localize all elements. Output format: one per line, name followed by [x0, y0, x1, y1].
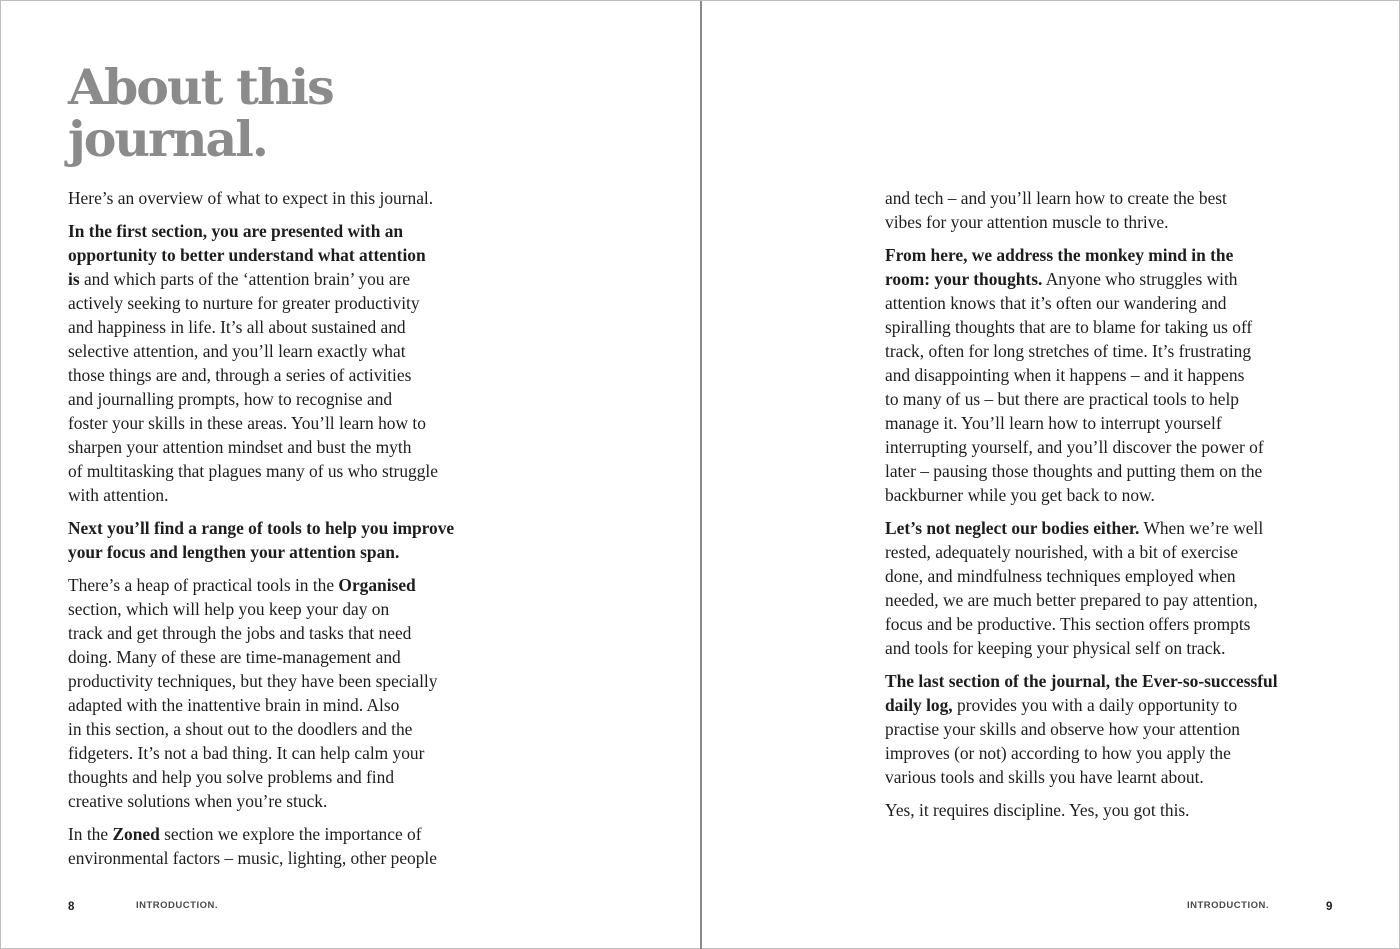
text-line: foster your skills in these areas. You’ll learn how to — [68, 413, 426, 433]
text-line: in this section, a shout out to the doodlers and the — [68, 719, 413, 739]
text-line: Yes, it requires discipline. Yes, you got this. — [885, 800, 1190, 820]
text-line: improves (or not) according to how you apply the — [885, 743, 1231, 763]
paragraph-thoughts — [885, 243, 1340, 507]
text-line: sharpen your attention mindset and bust the myth — [68, 437, 412, 457]
left-page — [1, 1, 700, 949]
text-line: and journalling prompts, how to recognise and — [68, 389, 393, 409]
text-line: and disappointing when it happens – and it happens — [885, 365, 1245, 385]
text-line: practise your skills and observe how your attention — [885, 719, 1240, 739]
bold-run: Let’s not neglect our bodies either. — [885, 518, 1140, 538]
text-line: done, and mindfulness techniques employed when — [885, 566, 1236, 586]
bold-line: From here, we address the monkey mind in the — [885, 245, 1234, 265]
text-run: provides you with a daily opportunity to — [952, 695, 1238, 715]
text-line: various tools and skills you have learnt about. — [885, 767, 1204, 787]
text-line — [885, 267, 1340, 291]
text-run: section we explore the importance of — [159, 824, 422, 844]
text-line: backburner while you get back to now. — [885, 485, 1155, 505]
paragraph-closing — [885, 798, 1340, 822]
text-line: adapted with the inattentive brain in mind. Also — [68, 695, 400, 715]
text-line: fidgeters. It’s not a bad thing. It can help calm your — [68, 743, 425, 763]
bold-line: In the first section, you are presented with an — [68, 221, 404, 241]
text-line: to many of us – but there are practical tools to help — [885, 389, 1239, 409]
text-line: environmental factors – music, lighting, other people — [68, 848, 437, 868]
text-line — [885, 516, 1340, 540]
bold-run: Zoned — [112, 824, 160, 844]
text-line: thoughts and help you solve problems and find — [68, 767, 395, 787]
bold-line: The last section of the journal, the Ever-so-successful — [885, 671, 1278, 691]
text-line — [68, 267, 508, 291]
text-line: attention knows that it’s often our wandering and — [885, 293, 1227, 313]
text-line — [68, 822, 508, 846]
text-line: and tools for keeping your physical self on track. — [885, 638, 1226, 658]
running-head: INTRODUCTION. — [1187, 900, 1269, 911]
page-number: 8 — [68, 901, 75, 913]
left-body-text — [68, 186, 508, 879]
bold-run: Organised — [338, 575, 416, 595]
paragraph-bodies — [885, 516, 1340, 660]
running-head: INTRODUCTION. — [136, 900, 218, 911]
paragraph-zoned — [68, 822, 508, 870]
text-line: actively seeking to nurture for greater productivity — [68, 293, 420, 313]
page-number: 9 — [1326, 901, 1333, 913]
title-line: About this — [68, 58, 333, 116]
text-run: When we’re well — [1139, 518, 1264, 538]
text-line: rested, adequately nourished, with a bit of exercise — [885, 542, 1239, 562]
paragraph-continued — [885, 186, 1340, 234]
text-line: interrupting yourself, and you’ll discover the power of — [885, 437, 1264, 457]
text-line: track, often for long stretches of time. It’s frustrating — [885, 341, 1252, 361]
text-line: creative solutions when you’re stuck. — [68, 791, 328, 811]
bold-line: your focus and lengthen your attention span. — [68, 542, 400, 562]
text-line: section, which will help you keep your day on — [68, 599, 390, 619]
page-title — [68, 58, 333, 168]
text-line: with attention. — [68, 485, 169, 505]
text-run: Anyone who struggles with — [1042, 269, 1238, 289]
text-line: focus and be productive. This section offers prompts — [885, 614, 1251, 634]
title-line: journal. — [68, 110, 267, 168]
text-line: doing. Many of these are time-management and — [68, 647, 401, 667]
text-line: later – pausing those thoughts and putting them on the — [885, 461, 1263, 481]
text-line: selective attention, and you’ll learn exactly what — [68, 341, 406, 361]
text-line: track and get through the jobs and tasks that need — [68, 623, 412, 643]
paragraph-organised — [68, 573, 508, 813]
right-body-text — [885, 186, 1340, 831]
text-run: There’s a heap of practical tools in the — [68, 575, 339, 595]
text-run: In the — [68, 824, 113, 844]
text-line: Here’s an overview of what to expect in this journal. — [68, 188, 434, 208]
text-line: productivity techniques, but they have been specially — [68, 671, 438, 691]
text-line: vibes for your attention muscle to thrive. — [885, 212, 1169, 232]
bold-line: Next you’ll find a range of tools to help you improve — [68, 518, 455, 538]
paragraph-first-section — [68, 219, 508, 507]
text-line: needed, we are much better prepared to pay attention, — [885, 590, 1258, 610]
right-page — [702, 1, 1400, 949]
text-line: manage it. You’ll learn how to interrupt yourself — [885, 413, 1222, 433]
bold-line: opportunity to better understand what attention — [68, 245, 426, 265]
bold-run: is — [68, 269, 80, 289]
text-line: those things are and, through a series of activities — [68, 365, 412, 385]
text-line — [68, 573, 508, 597]
paragraph-tools-heading — [68, 516, 508, 564]
text-line — [885, 693, 1340, 717]
text-run: and which parts of the ‘attention brain’ you are — [79, 269, 411, 289]
bold-run: room: your thoughts. — [885, 269, 1043, 289]
paragraph-daily-log — [885, 669, 1340, 789]
text-line: and happiness in life. It’s all about sustained and — [68, 317, 406, 337]
intro-paragraph — [68, 186, 508, 210]
bold-run: daily log, — [885, 695, 953, 715]
text-line: spiralling thoughts that are to blame for taking us off — [885, 317, 1253, 337]
text-line: and tech – and you’ll learn how to create the best — [885, 188, 1227, 208]
text-line: of multitasking that plagues many of us who struggle — [68, 461, 438, 481]
